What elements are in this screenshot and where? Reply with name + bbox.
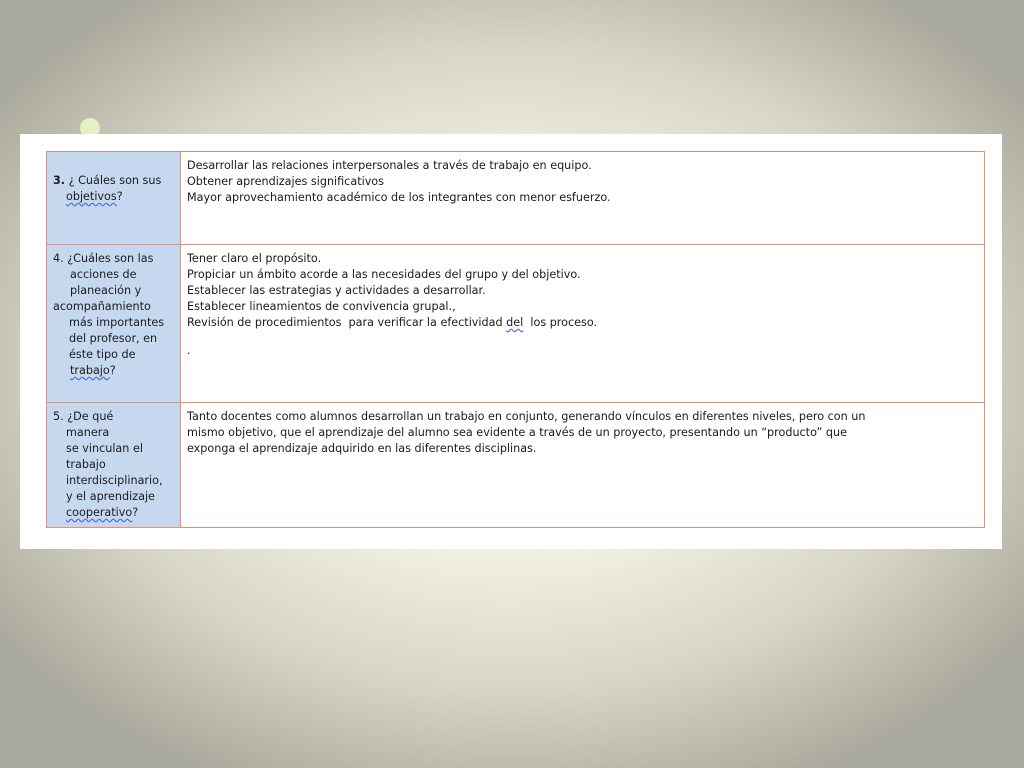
question-text: acompañamiento: [53, 300, 151, 313]
answer-line: Desarrollar las relaciones interpersonales a través de trabajo en equipo.: [187, 159, 592, 172]
answer-line: Revisión de procedimientos para verificar la efectividad del los proceso.: [187, 316, 598, 329]
table-row: [47, 152, 985, 245]
answer-line: Establecer lineamientos de convivencia grupal.,: [187, 300, 456, 313]
answer-line: Obtener aprendizajes significativos: [187, 175, 384, 188]
question-text: planeación y: [70, 284, 142, 297]
question-text: objetivos: [66, 190, 117, 203]
answer-cell: [181, 403, 985, 528]
question-text: trabajo: [66, 458, 106, 471]
question-text: del profesor, en: [69, 332, 158, 345]
question-text: interdisciplinario,: [66, 474, 163, 487]
answer-line: Tener claro el propósito.: [187, 252, 322, 265]
answer-line: exponga el aprendizaje adquirido en las diferentes disciplinas.: [187, 442, 537, 455]
question-text: acciones de: [70, 268, 137, 281]
answer-line: Establecer las estrategias y actividades a desarrollar.: [187, 284, 486, 297]
answer-cell: [181, 152, 985, 245]
question-cell: 3. ¿ Cuáles son sus objetivos?: [47, 152, 181, 245]
questions-table: [46, 151, 985, 528]
question-cell: 5. ¿De qué manera se vinculan el trabajo interdisciplinario, y el aprendizaje cooperativo?: [47, 403, 181, 528]
question-text: manera: [66, 426, 110, 439]
answer-cell: [181, 245, 985, 403]
table-row: [47, 245, 985, 403]
question-text: más importantes: [69, 316, 165, 329]
question-text: trabajo: [70, 364, 110, 377]
answer-line: mismo objetivo, que el aprendizaje del alumno sea evidente a través de un proyecto, presentando un “producto” que: [187, 426, 847, 439]
question-text: éste tipo de: [69, 348, 136, 361]
answer-line: Propiciar un ámbito acorde a las necesidades del grupo y del objetivo.: [187, 268, 581, 281]
question-cell: 4. ¿Cuáles son las acciones de planeación y acompañamiento más importantes del profesor, en éste tipo de trabajo?: [47, 245, 181, 403]
question-text: 4. ¿Cuáles son las: [53, 252, 154, 265]
slide-content-panel: [20, 134, 1002, 549]
answer-line: Tanto docentes como alumnos desarrollan un trabajo en conjunto, generando vínculos en diferentes niveles, pero con un: [187, 410, 866, 423]
answer-dot: .: [187, 344, 191, 357]
question-number: 3.: [53, 174, 66, 187]
question-text: 5. ¿De qué: [53, 410, 114, 423]
answer-line: Mayor aprovechamiento académico de los integrantes con menor esfuerzo.: [187, 191, 611, 204]
question-text: ¿ Cuáles son sus: [68, 174, 162, 187]
table-row: [47, 403, 985, 528]
question-text: cooperativo: [66, 506, 133, 519]
question-text: y el aprendizaje: [66, 490, 155, 503]
question-text: se vinculan el: [66, 442, 143, 455]
